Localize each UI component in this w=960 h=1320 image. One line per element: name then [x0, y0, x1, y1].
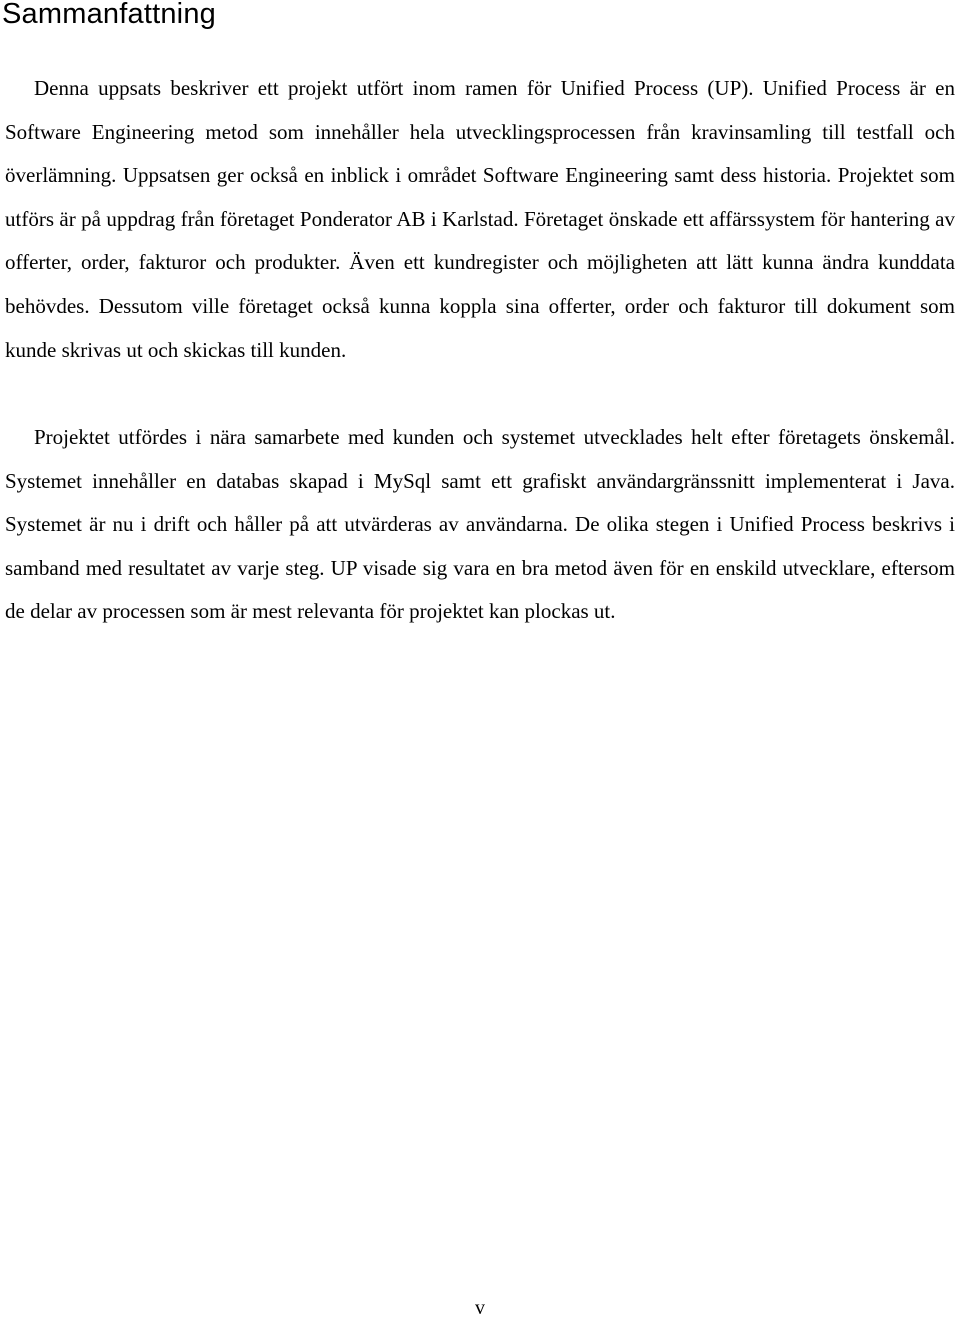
paragraph-block	[5, 416, 955, 634]
page-number: v	[475, 1297, 485, 1319]
paragraph-block	[5, 67, 955, 372]
paragraph: Denna uppsats beskriver ett projekt utfört inom ramen för Unified Process (UP). Unified Process är en Software Engineering metod som innehåller hela utvecklingsprocessen från kravinsamling till testfall och överlämning. Uppsatsen ger också en inblick i området Software Engineering samt dess historia. Projektet som utförs är på uppdrag från företaget Ponderator AB i Karlstad. Företaget önskade ett affärssystem för hantering av offerter, order, fakturor och produkter. Även ett kundregister och möjligheten att lätt kunna ändra kunddata behövdes. Dessutom ville företaget också kunna koppla sina offerter, order och fakturor till dokument som kunde skrivas ut och skickas till kunden.	[5, 76, 955, 362]
section-heading: Sammanfattning	[2, 0, 216, 30]
paragraph: Projektet utfördes i nära samarbete med kunden och systemet utvecklades helt efter företagets önskemål. Systemet innehåller en databas skapad i MySql samt ett grafiskt användargränssnitt implementerat i Java. Systemet är nu i drift och håller på att utvärderas av användarna. De olika stegen i Unified Process beskrivs i samband med resultatet av varje steg. UP visade sig vara en bra metod även för en enskild utvecklare, eftersom de delar av processen som är mest relevanta för projektet kan plockas ut.	[5, 425, 955, 624]
